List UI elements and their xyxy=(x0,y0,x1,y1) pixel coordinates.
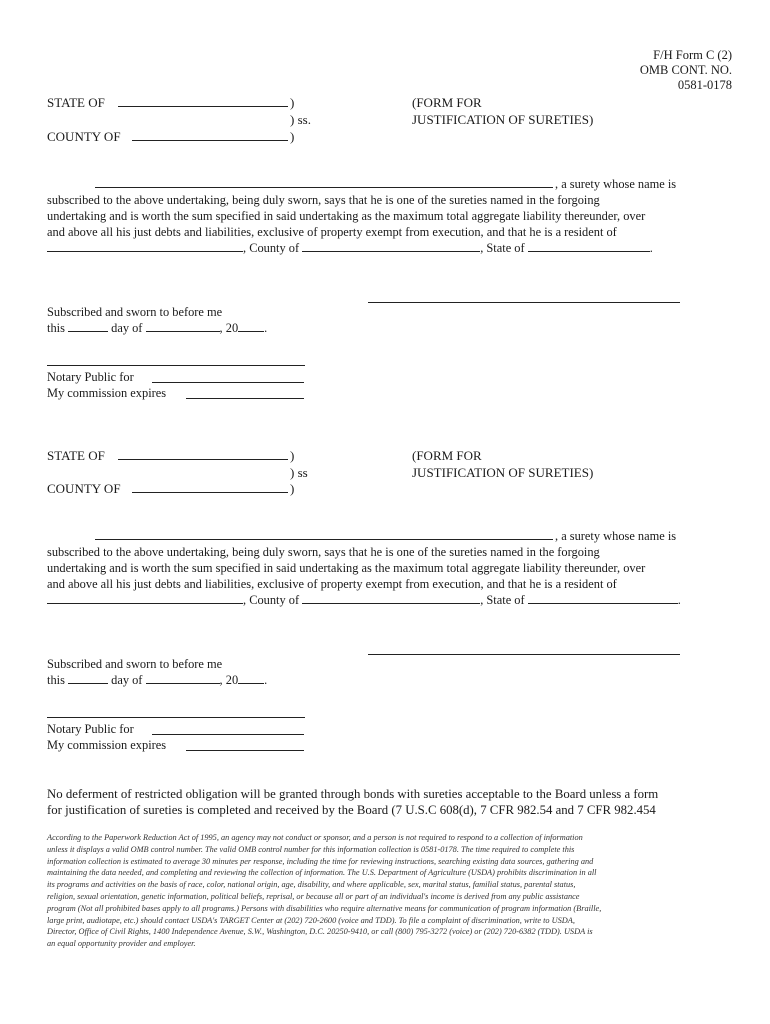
year-field[interactable] xyxy=(238,672,264,684)
surety-suffix: , a surety whose name is xyxy=(555,177,677,191)
form-title: (FORM FOR xyxy=(412,448,482,463)
month-field[interactable] xyxy=(146,672,220,684)
day-field[interactable] xyxy=(68,672,108,684)
paperwork-statement xyxy=(47,832,747,950)
sworn-line: Subscribed and sworn to before me xyxy=(47,305,223,319)
notary-label: Notary Public for xyxy=(47,722,134,736)
residence-county-field[interactable] xyxy=(302,592,480,604)
paren: ) xyxy=(290,129,295,144)
state-of-label: , State of xyxy=(480,241,525,255)
day-of-label: day of xyxy=(111,321,143,335)
year-field[interactable] xyxy=(238,320,264,332)
sworn-line: Subscribed and sworn to before me xyxy=(47,657,223,671)
period: . xyxy=(264,321,268,335)
day-field[interactable] xyxy=(68,320,108,332)
notary-signature-line[interactable] xyxy=(47,717,305,718)
residence-state-field[interactable] xyxy=(528,240,650,252)
date-line xyxy=(47,320,267,336)
statement-line: Director, Office of Civil Rights, 1400 Independence Avenue, S.W., Washington, D.C. 20250-9410, or call (800) 795-3272 (voice) or (202) 720-6382 (TDD). USDA is xyxy=(47,927,593,937)
statement-line: information collection is estimated to average 30 minutes per response, including the time for reviewing instructions, searching existing data sources, gathering and xyxy=(47,856,594,866)
surety-name-field[interactable] xyxy=(95,539,553,540)
oath-line: undertaking and is worth the sum specified in said undertaking as the maximum total aggregate liability thereunder, over xyxy=(47,209,646,223)
surety-suffix: , a surety whose name is xyxy=(555,529,677,543)
statement-line: an equal opportunity provider and employer. xyxy=(47,939,196,949)
period: . xyxy=(649,241,653,255)
form-title: (FORM FOR xyxy=(412,95,482,110)
statement-line: its programs and activities on the basis of race, color, national origin, age, disability, and where applicable, sex, marital status, familial status, parental status, xyxy=(47,880,576,890)
notary-state-field[interactable] xyxy=(152,734,304,735)
period: . xyxy=(677,593,681,607)
residence-line xyxy=(47,592,697,608)
this-label: this xyxy=(47,321,65,335)
this-label: this xyxy=(47,673,65,687)
surety-signature-line[interactable] xyxy=(368,654,680,655)
county-field[interactable] xyxy=(132,140,288,141)
commission-field[interactable] xyxy=(186,750,304,751)
ss-label: ) ss. xyxy=(290,112,311,127)
paren: ) xyxy=(290,448,295,463)
notary-state-field[interactable] xyxy=(152,382,304,383)
oath-line: and above all his just debts and liabilities, exclusive of property exempt from execution, and that he is a resident of xyxy=(47,577,617,591)
notice-line: No deferment of restricted obligation will be granted through bonds with sureties acceptable to the Board unless a form xyxy=(47,787,659,801)
statement-line: maintaining the data needed, and completing and reviewing the collection of information. The U.S. Department of Agriculture (USDA) prohibits discrimination in all xyxy=(47,868,597,878)
form-header xyxy=(640,48,732,93)
omb-number: 0581-0178 xyxy=(677,78,732,92)
omb-label: OMB CONT. NO. xyxy=(639,63,732,77)
residence-field[interactable] xyxy=(47,240,243,252)
commission-label: My commission expires xyxy=(47,738,167,752)
commission-label: My commission expires xyxy=(47,386,167,400)
state-field[interactable] xyxy=(118,459,288,460)
notary-label: Notary Public for xyxy=(47,370,134,384)
state-label: STATE OF xyxy=(47,448,105,463)
day-of-label: day of xyxy=(111,673,143,687)
oath-paragraph xyxy=(47,192,697,256)
period: . xyxy=(264,673,268,687)
statement-line: According to the Paperwork Reduction Act of 1995, an agency may not conduct or sponsor, and a person is not required to respond to a collection of information xyxy=(47,833,583,842)
state-field[interactable] xyxy=(118,106,288,107)
oath-line: subscribed to the above undertaking, being duly sworn, says that he is one of the sureties named in the forgoing xyxy=(47,545,600,559)
residence-county-field[interactable] xyxy=(302,240,480,252)
form-title-sub: JUSTIFICATION OF SURETIES) xyxy=(412,465,594,480)
ss-label: ) ss xyxy=(290,465,308,480)
residence-state-field[interactable] xyxy=(528,592,678,604)
surety-name-field[interactable] xyxy=(95,187,553,188)
deferment-notice xyxy=(47,786,737,818)
oath-line: and above all his just debts and liabilities, exclusive of property exempt from execution, and that he is a resident of xyxy=(47,225,617,239)
residence-field[interactable] xyxy=(47,592,243,604)
paren: ) xyxy=(290,481,295,496)
month-field[interactable] xyxy=(146,320,220,332)
county-of-label: , County of xyxy=(243,241,300,255)
county-label: COUNTY OF xyxy=(47,481,121,496)
oath-line: subscribed to the above undertaking, being duly sworn, says that he is one of the sureties named in the forgoing xyxy=(47,193,600,207)
commission-field[interactable] xyxy=(186,398,304,399)
statement-line: religion, sexual orientation, genetic information, political beliefs, reprisal, or because all or part of an individual's income is derived from any public assistance xyxy=(47,891,580,901)
form-title-sub: JUSTIFICATION OF SURETIES) xyxy=(412,112,594,127)
year-prefix: , 20 xyxy=(219,321,239,335)
oath-line: undertaking and is worth the sum specified in said undertaking as the maximum total aggregate liability thereunder, over xyxy=(47,561,646,575)
state-label: STATE OF xyxy=(47,95,105,110)
county-field[interactable] xyxy=(132,492,288,493)
statement-line: large print, audiotape, etc.) should contact USDA's TARGET Center at (202) 720-2600 (voice and TDD). To file a complaint of discrimination, write to USDA, xyxy=(47,915,575,925)
notary-signature-line[interactable] xyxy=(47,365,305,366)
notice-line: for justification of sureties is completed and received by the Board (7 U.S.C 608(d), 7 CFR 982.54 and 7 CFR 982.454 xyxy=(47,803,656,817)
year-prefix: , 20 xyxy=(219,673,239,687)
date-line xyxy=(47,672,267,688)
state-of-label: , State of xyxy=(480,593,525,607)
surety-signature-line[interactable] xyxy=(368,302,680,303)
residence-line xyxy=(47,240,697,256)
county-of-label: , County of xyxy=(243,593,300,607)
paren: ) xyxy=(290,95,295,110)
oath-paragraph xyxy=(47,544,697,608)
form-id: F/H Form C (2) xyxy=(653,48,732,62)
county-label: COUNTY OF xyxy=(47,129,121,144)
statement-line: unless it displays a valid OMB control number. The valid OMB control number for this information collection is 0581-0178. The time required to complete this xyxy=(47,844,575,854)
statement-line: program (Not all prohibited bases apply to all programs.) Persons with disabilities who require alternative means for communication of program information (Braille, xyxy=(47,903,602,913)
